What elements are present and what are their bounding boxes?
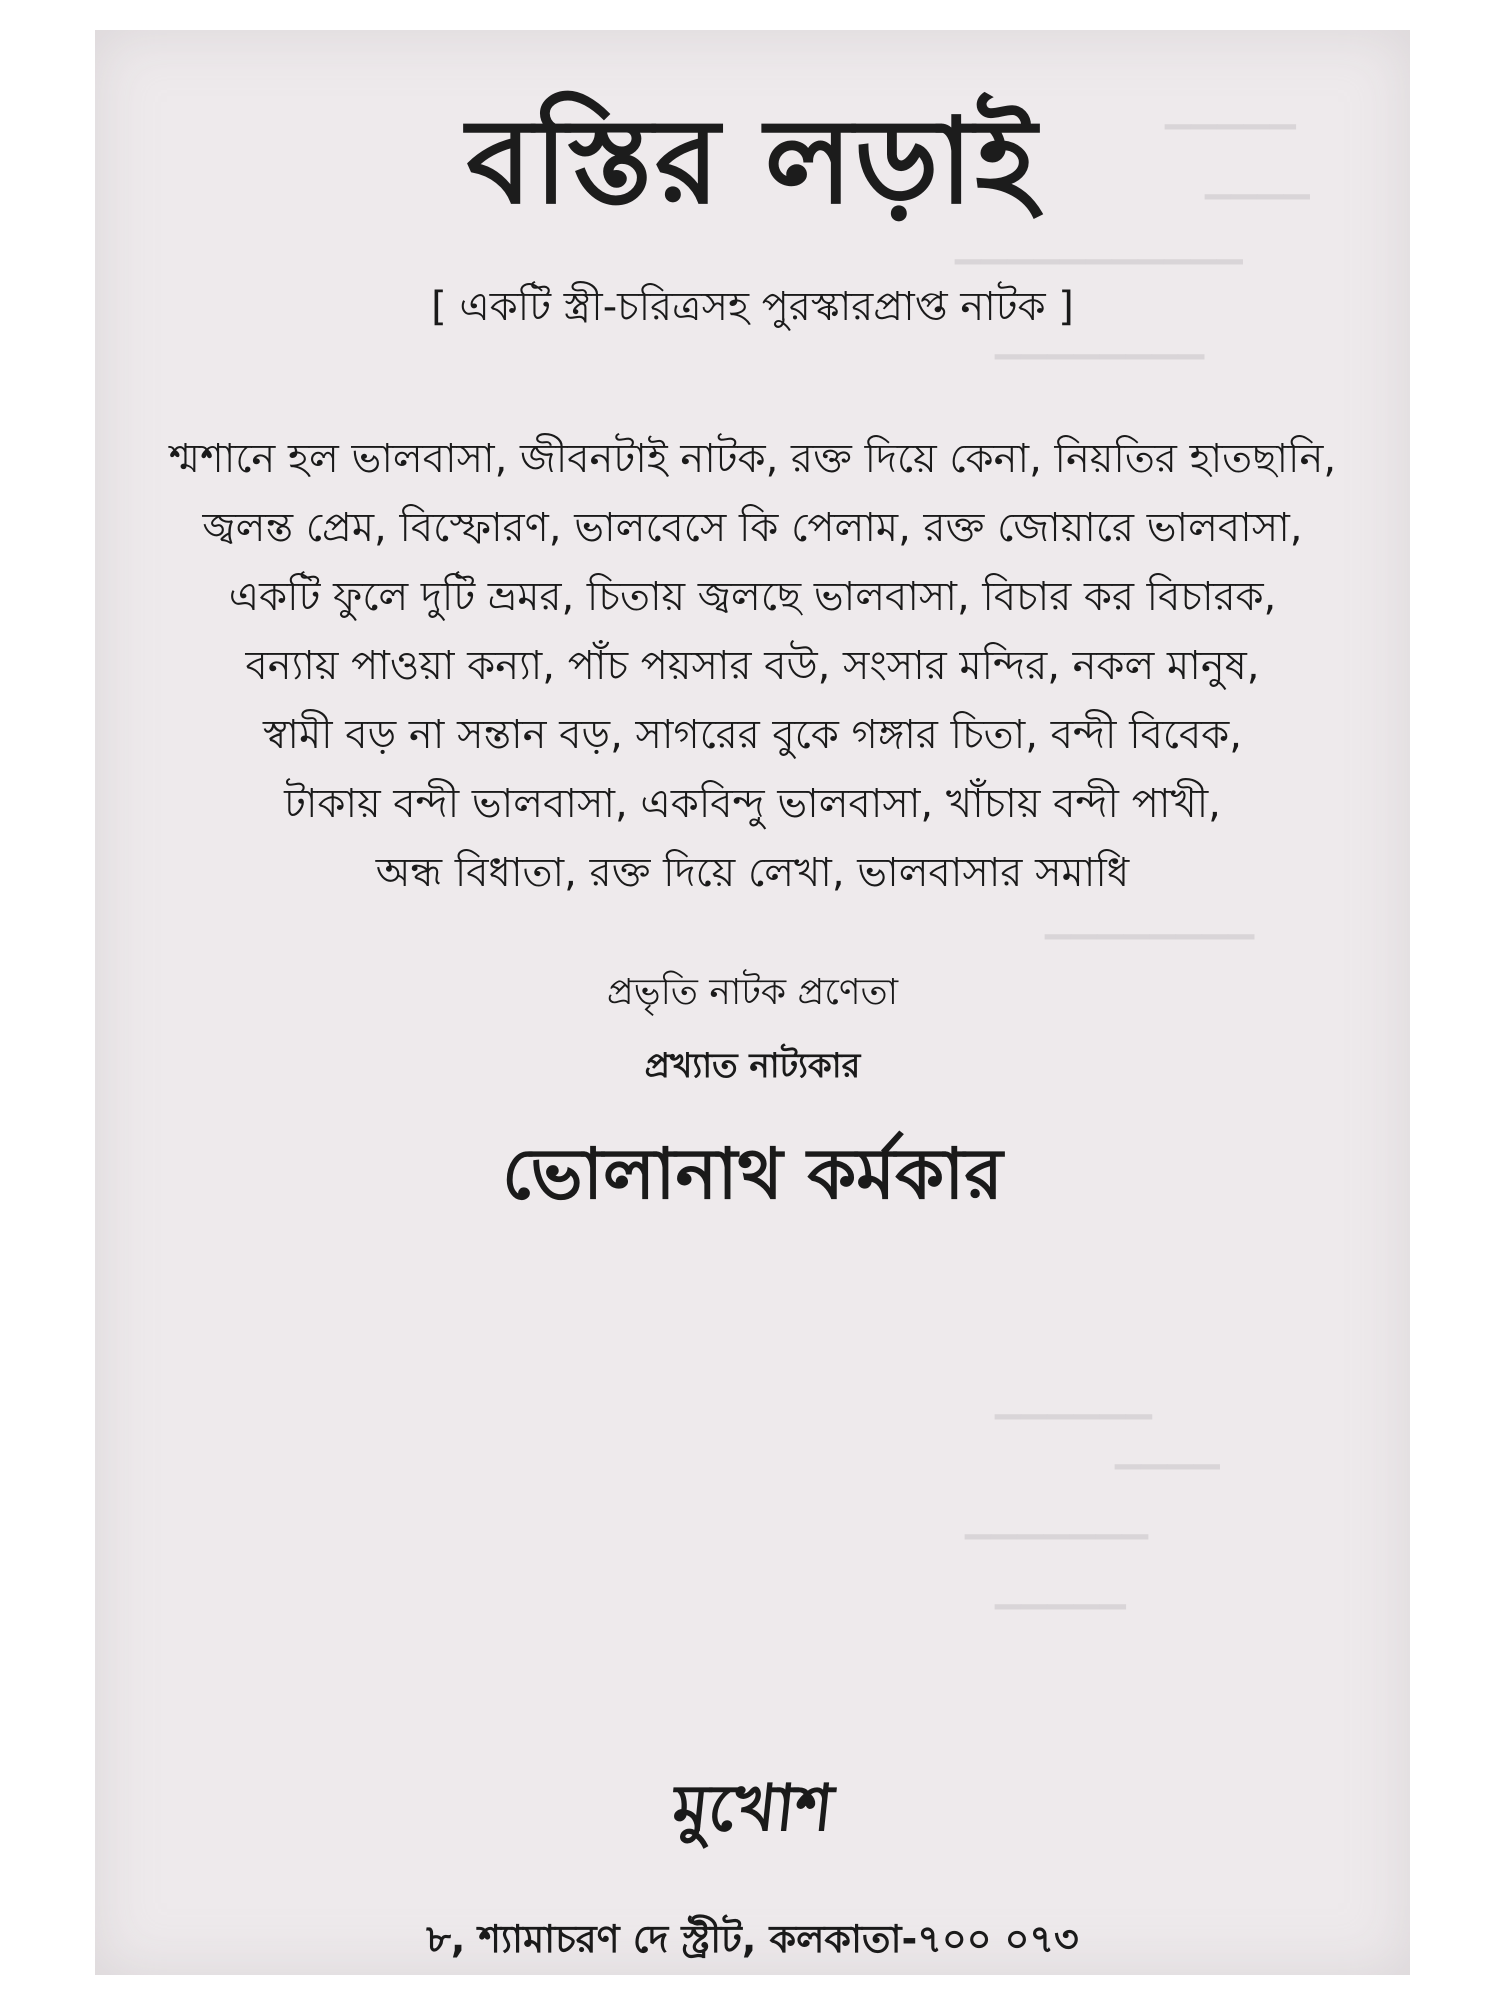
other-plays-list [95,425,1410,908]
author-intro: প্রভৃতি নাটক প্রণেতা [606,972,899,1013]
reverse-bleed: ▁▁▁▁ [1115,1430,1220,1470]
reverse-bleed: ▁▁▁▁▁▁▁▁▁▁▁ [955,225,1243,265]
plays-line: টাকায় বন্দী ভালবাসা, একবিন্দু ভালবাসা, খাঁচায় বন্দী পাখী, [284,781,1221,827]
reverse-bleed: ▁▁▁▁ [1205,160,1310,200]
plays-line: জ্বলন্ত প্রেম, বিস্ফোরণ, ভালবেসে কি পেলাম, রক্ত জোয়ারে ভালবাসা, [202,505,1303,551]
publisher-address: ৮, শ্যামাচরণ দে স্ট্রীট, কলকাতা-৭০০ ০৭৩ [426,1917,1079,1961]
title-page [95,30,1410,1975]
plays-line: বন্যায় পাওয়া কন্যা, পাঁচ পয়সার বউ, সংসার মন্দির, নকল মানুষ, [245,643,1260,689]
reverse-bleed: ▁▁▁▁▁▁▁▁ [1045,900,1255,940]
book-title: বস্তির লড়াই [466,92,1039,230]
plays-line: স্বামী বড় না সন্তান বড়, সাগরের বুকে গঙ্গার চিতা, বন্দী বিবেক, [263,712,1242,758]
author-prefix: প্রখ্যাত নাট্যকার [644,1046,861,1086]
reverse-bleed: ▁▁▁▁▁▁ [995,1380,1152,1420]
plays-line: অন্ধ বিধাতা, রক্ত দিয়ে লেখা, ভালবাসার সমাধি [375,850,1130,896]
reverse-bleed: ▁▁▁▁▁▁▁ [965,1500,1149,1540]
book-subtitle: [ একটি স্ত্রী-চরিত্রসহ পুরস্কারপ্রাপ্ত নাটক ] [431,284,1074,330]
plays-line: একটি ফুলে দুটি ভ্রমর, চিতায় জ্বলছে ভালবাসা, বিচার কর বিচারক, [228,574,1277,620]
plays-line: শ্মশানে হল ভালবাসা, জীবনটাই নাটক, রক্ত দিয়ে কেনা, নিয়তির হাতছানি, [168,436,1337,482]
reverse-bleed: ▁▁▁▁▁ [995,1570,1126,1610]
reverse-bleed: ▁▁▁▁▁▁▁▁ [995,320,1205,360]
author-name: ভোলানাথ কর্মকার [502,1133,1003,1215]
publisher-logo: মুখোশ [669,1771,837,1846]
reverse-bleed: ▁▁▁▁▁ [1165,90,1296,130]
